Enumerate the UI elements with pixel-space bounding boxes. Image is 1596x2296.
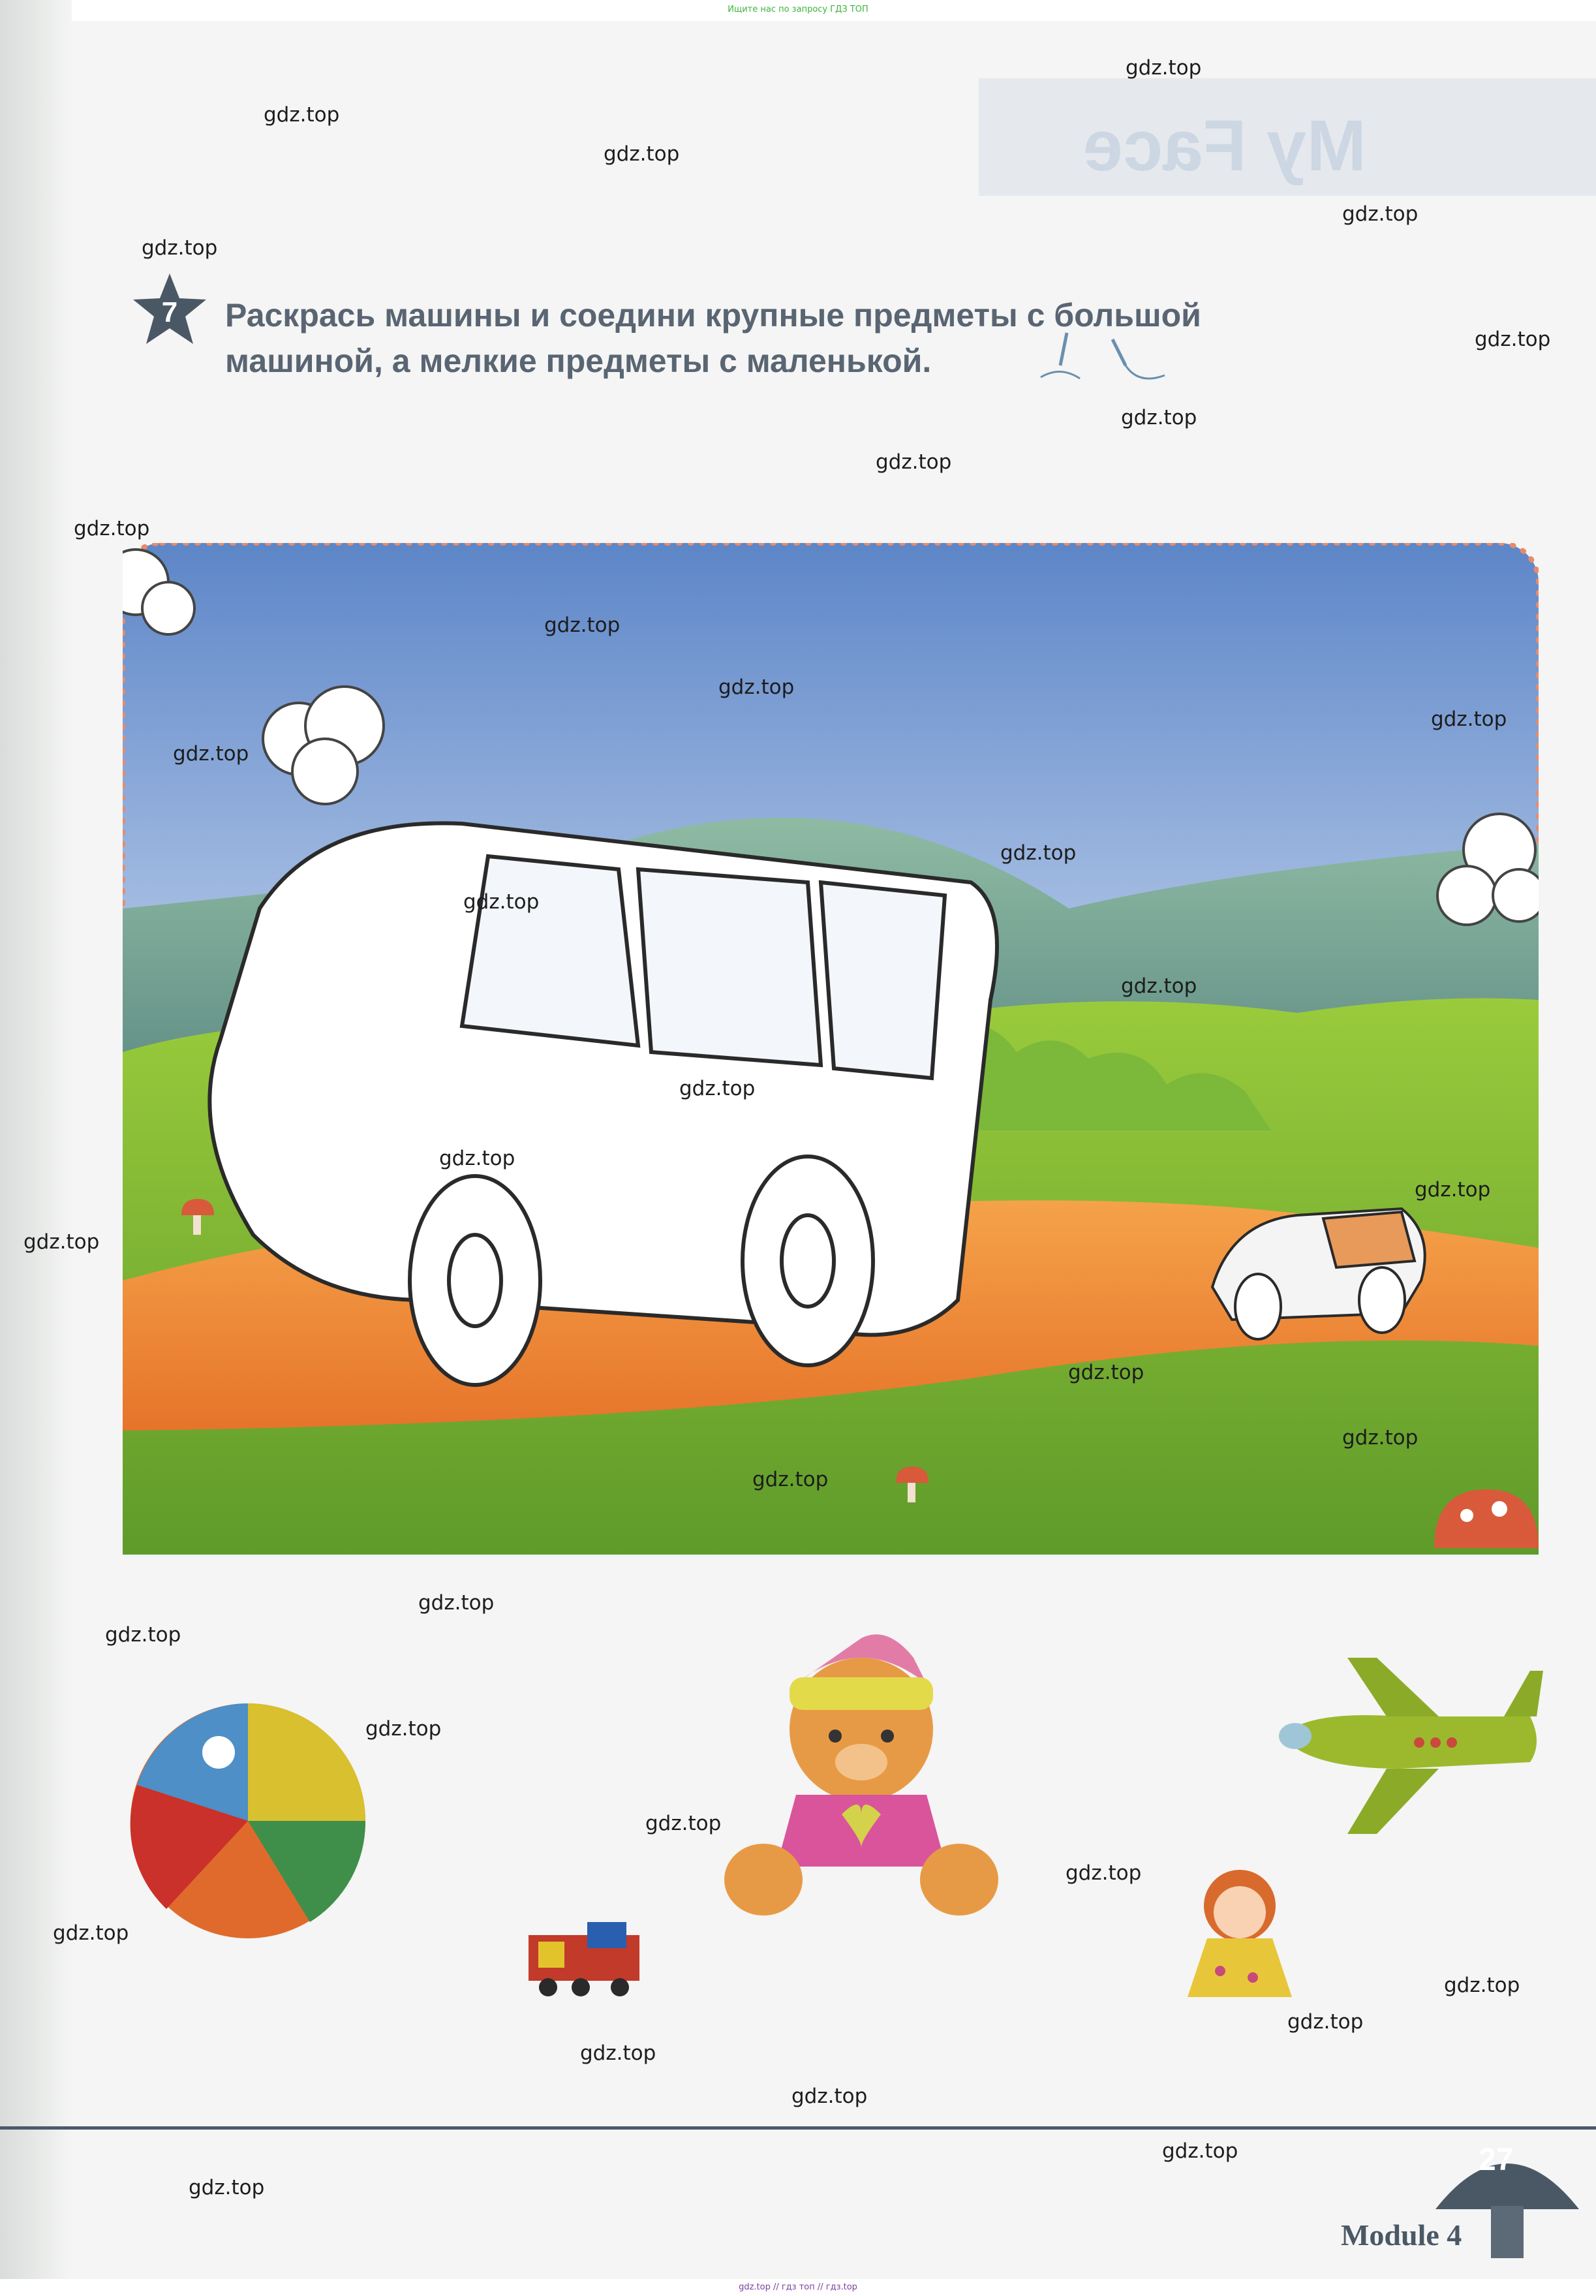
module-label: Module 4 (1341, 2218, 1462, 2252)
pencil-icon (1034, 326, 1178, 392)
watermark: gdz.top (791, 2085, 868, 2108)
ball-icon[interactable] (127, 1700, 369, 1942)
watermark: gdz.top (1475, 328, 1551, 351)
watermark: gdz.top (1162, 2139, 1238, 2163)
page-spine-shadow (0, 0, 72, 2296)
airplane-icon[interactable] (1269, 1645, 1550, 1847)
watermark: gdz.top (142, 236, 218, 260)
bottom-banner[interactable]: gdz.top // гдз топ // гдз.top (0, 2279, 1596, 2296)
watermark: gdz.top (1068, 1361, 1144, 1384)
watermark: gdz.top (1342, 1426, 1419, 1450)
task-line-1: Раскрась машины и соедини крупные предметы с большой (225, 297, 1201, 334)
watermark: gdz.top (23, 1230, 100, 1254)
watermark: gdz.top (876, 450, 952, 474)
task-number: 7 (161, 296, 178, 328)
watermark: gdz.top (418, 1591, 495, 1615)
watermark: gdz.top (189, 2176, 265, 2199)
watermark: gdz.top (604, 142, 680, 166)
task-star-icon (130, 271, 209, 349)
watermark: gdz.top (105, 1623, 181, 1647)
watermark: gdz.top (752, 1468, 829, 1491)
watermark: gdz.top (1000, 841, 1077, 865)
watermark: gdz.top (544, 613, 621, 637)
watermark: gdz.top (463, 890, 540, 914)
watermark: gdz.top (580, 2041, 656, 2065)
watermark: gdz.top (264, 103, 340, 127)
watermark: gdz.top (1431, 707, 1507, 731)
watermark: gdz.top (365, 1717, 442, 1741)
top-banner[interactable]: Ищите нас по запросу ГДЗ ТОП (0, 0, 1596, 21)
ghost-header-band (979, 78, 1596, 196)
coloring-scene (123, 543, 1539, 1555)
footer-divider (0, 2126, 1596, 2130)
watermark: gdz.top (1066, 1861, 1142, 1885)
task-line-2: машиной, а мелкие предметы с маленькой. (225, 343, 932, 379)
watermark: gdz.top (1342, 202, 1419, 226)
teddy-bear-icon[interactable] (718, 1625, 1005, 1919)
watermark: gdz.top (645, 1812, 722, 1835)
page-number: 27 (1479, 2143, 1514, 2177)
ghost-title: My Face (1083, 106, 1367, 186)
watermark: gdz.top (173, 742, 249, 766)
doll-icon[interactable] (1181, 1867, 1298, 2010)
watermark: gdz.top (74, 517, 150, 540)
watermark: gdz.top (1121, 974, 1197, 998)
watermark: gdz.top (718, 675, 795, 699)
watermark: gdz.top (53, 1921, 129, 1945)
watermark: gdz.top (439, 1147, 515, 1170)
watermark: gdz.top (1287, 2010, 1364, 2034)
watermark: gdz.top (1444, 1974, 1520, 1997)
watermark: gdz.top (679, 1077, 756, 1100)
train-icon[interactable] (515, 1909, 652, 2007)
watermark: gdz.top (1121, 406, 1197, 429)
watermark: gdz.top (1415, 1178, 1491, 1202)
watermark: gdz.top (1126, 56, 1202, 80)
